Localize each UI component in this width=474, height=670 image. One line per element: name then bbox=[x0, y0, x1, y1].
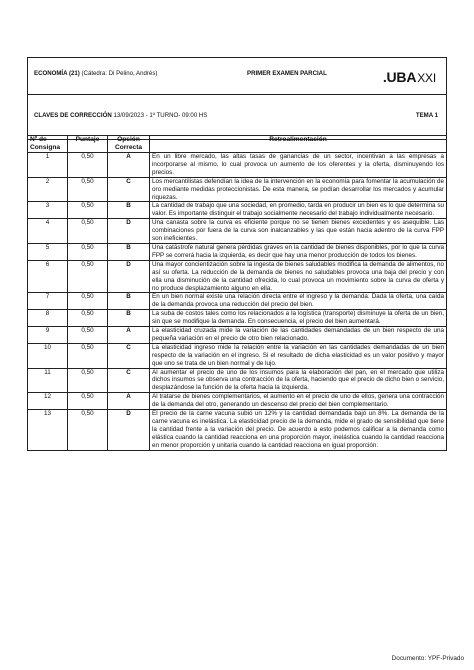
correct-option-cell: D bbox=[108, 260, 150, 293]
correct-option-cell: D bbox=[108, 219, 150, 244]
correct-option-cell: C bbox=[108, 177, 150, 202]
question-number-cell: 8 bbox=[28, 310, 68, 327]
score-cell: 0,50 bbox=[68, 260, 108, 293]
column-header-score: Puntaje bbox=[68, 136, 108, 153]
correct-option-cell: B bbox=[108, 310, 150, 327]
feedback-cell: Una mayor concientización sobre la ingesta de bienes saludables modifica la demanda de alimentos, no así su oferta. La reducción de la demanda de bienes no saludables provoca una baja del precio y con ella una disminución de la cantidad ofrecida, lo cual provoca un movimiento sobre la curva de oferta y no produce desplazamiento alguno en ella. bbox=[150, 260, 447, 293]
correct-option-cell: B bbox=[108, 293, 150, 310]
question-number-cell: 10 bbox=[28, 343, 68, 368]
score-cell: 0,50 bbox=[68, 310, 108, 327]
uba-xxi-logo: .UBAXXI bbox=[382, 69, 436, 85]
table-row bbox=[28, 260, 447, 293]
score-cell: 0,50 bbox=[68, 410, 108, 451]
table-row bbox=[28, 202, 447, 219]
feedback-cell: En un libre mercado, las altas tasas de ganancias de un sector, incentivan a las empresas a incorporarse al mismo, lo cual provoca un aumento de los oferentes y la oferta, disminuyendo los precios. bbox=[150, 153, 447, 178]
feedback-cell: La suba de costos tales como los relacionados a la logística (transporte) disminuye la oferta de un bien, sin que se modifique la demanda. En consecuencia, el precio del bien aumentará. bbox=[150, 310, 447, 327]
question-number-cell: 4 bbox=[28, 219, 68, 244]
correct-option-cell: A bbox=[108, 393, 150, 410]
correct-option-cell: B bbox=[108, 202, 150, 219]
table-row bbox=[28, 310, 447, 327]
table-header-row bbox=[28, 136, 447, 153]
answer-key-label: CLAVES DE CORRECCIÓN 13/09/2023 - 1º TURNO- 09:00 HS bbox=[34, 112, 208, 119]
score-cell: 0,50 bbox=[68, 153, 108, 178]
table-row bbox=[28, 177, 447, 202]
exam-title: PRIMER EXAMEN PARCIAL bbox=[247, 70, 327, 77]
question-number-cell: 1 bbox=[28, 153, 68, 178]
feedback-cell: La cantidad de trabajo que una sociedad, en promedio, tarda en producir un bien es lo que determina su valor. Es importante distinguir el trabajo socialmente necesario del trabajo individualmente necesario. bbox=[150, 202, 447, 219]
answer-key-table bbox=[27, 135, 447, 451]
question-number-cell: 7 bbox=[28, 293, 68, 310]
feedback-cell: Una catástrofe natural genera pérdidas graves en la cantidad de bienes disponibles, por lo que la curva FPP se correrá hacia la izquierda, es decir que hay una menor producción de todos los bienes. bbox=[150, 243, 447, 260]
column-header-number: Nº de Consigna bbox=[28, 136, 68, 153]
feedback-cell: Los mercantilistas defendían la idea de la intervención en la economía para fomentar la acumulación de oro mediante medidas proteccionistas. De esta manera, se podían desarrollar los mercados y acumular riquezas. bbox=[150, 177, 447, 202]
score-cell: 0,50 bbox=[68, 327, 108, 344]
question-number-cell: 12 bbox=[28, 393, 68, 410]
theme-label: TEMA 1 bbox=[415, 112, 438, 119]
correct-option-cell: C bbox=[108, 368, 150, 393]
correct-option-cell: A bbox=[108, 327, 150, 344]
question-number-cell: 11 bbox=[28, 368, 68, 393]
score-cell: 0,50 bbox=[68, 177, 108, 202]
document-footer: Documento: YPF-Privado bbox=[391, 655, 464, 662]
feedback-cell: La elasticidad ingreso mide la relación entre la variación en las cantidades demandadas de un bien respecto de la variación en el ingreso. Si el resultado de dicha elasticidad es un valor positivo y mayor que uno se trata de un bien normal y de lujo. bbox=[150, 343, 447, 368]
question-number-cell: 9 bbox=[28, 327, 68, 344]
table-row bbox=[28, 410, 447, 451]
feedback-cell: En un bien normal existe una relación directa entre el ingreso y la demanda. Dada la oferta, una caída de la demanda provoca una reducción del precio del bien. bbox=[150, 293, 447, 310]
correct-option-cell: A bbox=[108, 153, 150, 178]
feedback-cell: El precio de la carne vacuna subió un 12% y la cantidad demandada bajó un 8%. La demanda de la carne vacuna es inelástica. La elasticidad precio de la demanda, mide el grado de sensibilidad que tiene la cantidad frente a la variación del precio. De acuerdo a esto podemos calificar a la demanda como elástica cuando la cantidad reacciona en una proporción mayor, inelástica cuando la cantidad reacciona en menor proporción y unitaria cuando la cantidad reacciona en igual proporción. bbox=[150, 410, 447, 451]
exam-header bbox=[27, 57, 447, 140]
score-cell: 0,50 bbox=[68, 202, 108, 219]
table-row bbox=[28, 327, 447, 344]
score-cell: 0,50 bbox=[68, 219, 108, 244]
table-row bbox=[28, 243, 447, 260]
feedback-cell: Al aumentar el precio de uno de los insumos para la elaboración del pan, en el mercado que utiliza dichos insumos se observa una contracción de la oferta, haciendo que el precio de dicho bien o servicio, desplazándose la función de la oferta hacia la izquierda. bbox=[150, 368, 447, 393]
table-row bbox=[28, 293, 447, 310]
question-number-cell: 13 bbox=[28, 410, 68, 451]
score-cell: 0,50 bbox=[68, 368, 108, 393]
question-number-cell: 3 bbox=[28, 202, 68, 219]
table-row bbox=[28, 343, 447, 368]
table-row bbox=[28, 368, 447, 393]
score-cell: 0,50 bbox=[68, 293, 108, 310]
question-number-cell: 6 bbox=[28, 260, 68, 293]
score-cell: 0,50 bbox=[68, 393, 108, 410]
correct-option-cell: C bbox=[108, 343, 150, 368]
column-header-option: Opción Correcta bbox=[108, 136, 150, 153]
table-row bbox=[28, 153, 447, 178]
course-label: ECONOMÍA (21) (Cátedra: Di Pelino, Andrés) bbox=[34, 70, 158, 77]
question-number-cell: 2 bbox=[28, 177, 68, 202]
correct-option-cell: D bbox=[108, 410, 150, 451]
column-header-feedback: Retroalimentación bbox=[150, 136, 447, 153]
score-cell: 0,50 bbox=[68, 243, 108, 260]
correct-option-cell: B bbox=[108, 243, 150, 260]
table-row bbox=[28, 393, 447, 410]
header-divider bbox=[28, 94, 446, 95]
question-number-cell: 5 bbox=[28, 243, 68, 260]
score-cell: 0,50 bbox=[68, 343, 108, 368]
feedback-cell: La elasticidad cruzada mide la variación de las cantidades demandadas de un bien respecto de una pequeña variación en el precio de otro bien relacionado. bbox=[150, 327, 447, 344]
table-row bbox=[28, 219, 447, 244]
feedback-cell: Al tratarse de bienes complementarios, el aumento en el precio de uno de ellos, genera una contracción de la demanda del otro, generando un descenso del precio del bien complementario. bbox=[150, 393, 447, 410]
feedback-cell: Una canasta sobre la curva es eficiente porque no se tienen bienes excedentes y es asequible. Las combinaciones por fuera de la curva son inalcanzables y las que están hacia adentro de la curva FPP son ineficientes. bbox=[150, 219, 447, 244]
